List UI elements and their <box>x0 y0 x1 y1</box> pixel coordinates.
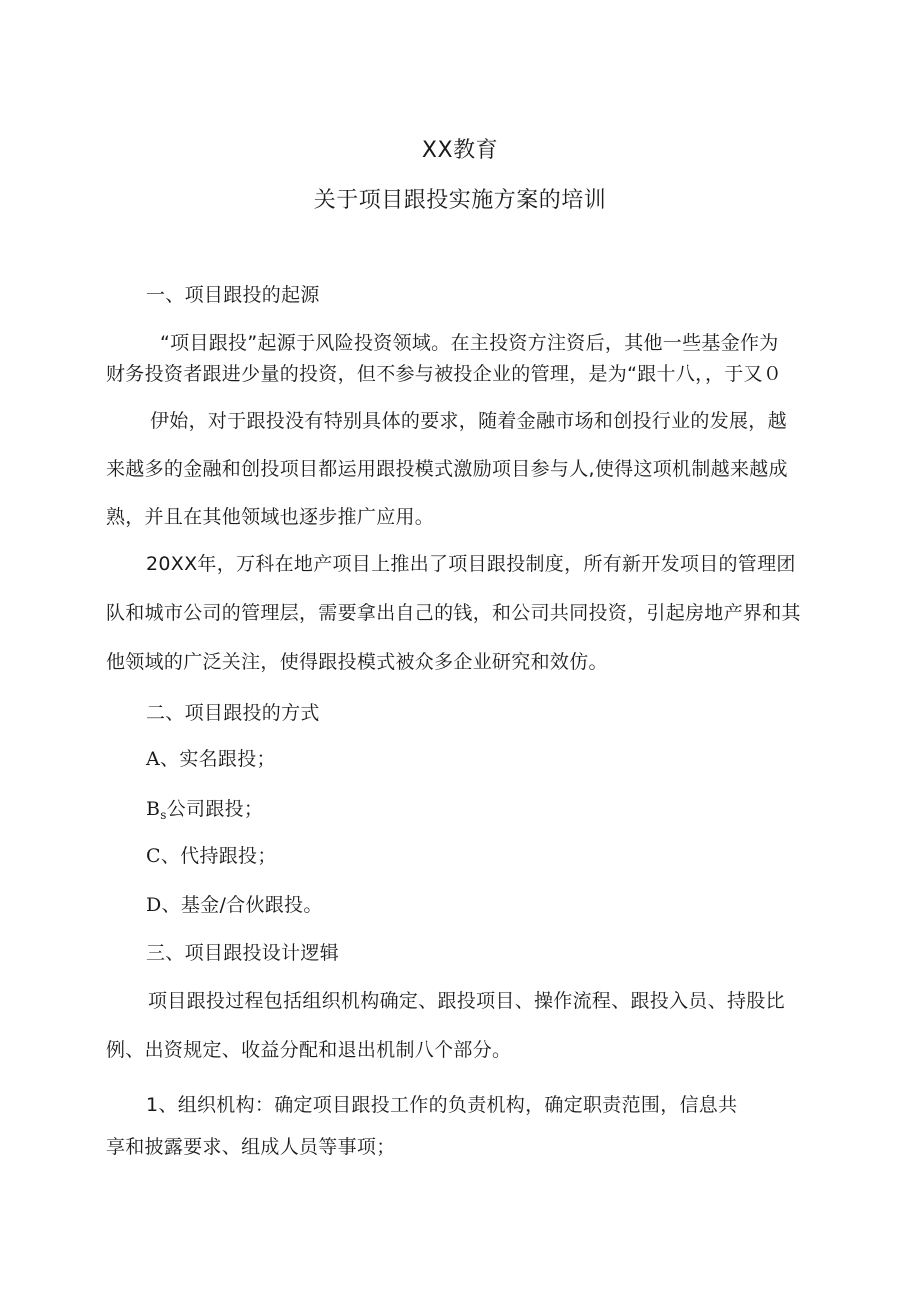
list-item <box>146 796 263 828</box>
list-item-prefix: C <box>146 845 161 867</box>
section-heading-origin: 一、项目跟投的起源 <box>146 284 320 306</box>
list-item <box>146 746 276 772</box>
list-item-text: 、代持跟投； <box>160 845 277 867</box>
paragraph-line: 队和城市公司的管理层，需要拿出自己的钱，和公司共同投资，引起房地产界和其 <box>106 602 801 624</box>
list-item <box>146 843 277 869</box>
list-item-text: 、基金/合伙跟投。 <box>161 894 323 916</box>
list-item-subscript: s <box>160 808 167 822</box>
list-item-text: 公司跟投； <box>166 798 264 820</box>
paragraph-line: 伊始，对于跟投没有特别具体的要求，随着金融市场和创投行业的发展，越 <box>150 410 787 432</box>
list-item <box>146 892 323 918</box>
paragraph-line: 享和披露要求、组成人员等事项； <box>106 1136 396 1158</box>
paragraph-line: 他领域的广泛关注，使得跟投模式被众多企业研究和效仿。 <box>106 651 608 673</box>
paragraph-line: 例、出资规定、收益分配和退出机制八个部分。 <box>106 1039 512 1061</box>
list-item-prefix: A <box>146 748 161 770</box>
page-title: 关于项目跟投实施方案的培训 <box>313 188 607 213</box>
paragraph-line: 1、组织机构：确定项目跟投工作的负责机构，确定职责范围，信息共 <box>146 1094 738 1116</box>
paragraph-line: 财务投资者跟进少量的投资，但不参与被投企业的管理，是为“跟十八，，于又０ <box>106 363 783 385</box>
paragraph-line: 熟，并且在其他领域也逐步推广应用。 <box>106 506 435 528</box>
org-title: XX教育 <box>421 138 499 163</box>
section-heading-design: 三、项目跟投设计逻辑 <box>146 942 340 964</box>
list-item-prefix: D <box>146 894 162 916</box>
paragraph-line: 来越多的金融和创投项目都运用跟投模式激励项目参与人,使得这项机制越来越成 <box>106 458 788 480</box>
paragraph-line: 20XX年，万科在地产项目上推出了项目跟投制度，所有新开发项目的管理团 <box>146 553 796 575</box>
list-item-prefix: B <box>146 798 161 820</box>
section-heading-methods: 二、项目跟投的方式 <box>146 702 320 724</box>
list-item-text: 、实名跟投； <box>160 748 276 770</box>
paragraph-line: 项目跟投过程包括组织机构确定、跟投项目、操作流程、跟投入员、持股比 <box>148 990 785 1012</box>
paragraph-line: “项目跟投”起源于风险投资领域。在主投资方注资后，其他一些基金作为 <box>160 332 779 354</box>
